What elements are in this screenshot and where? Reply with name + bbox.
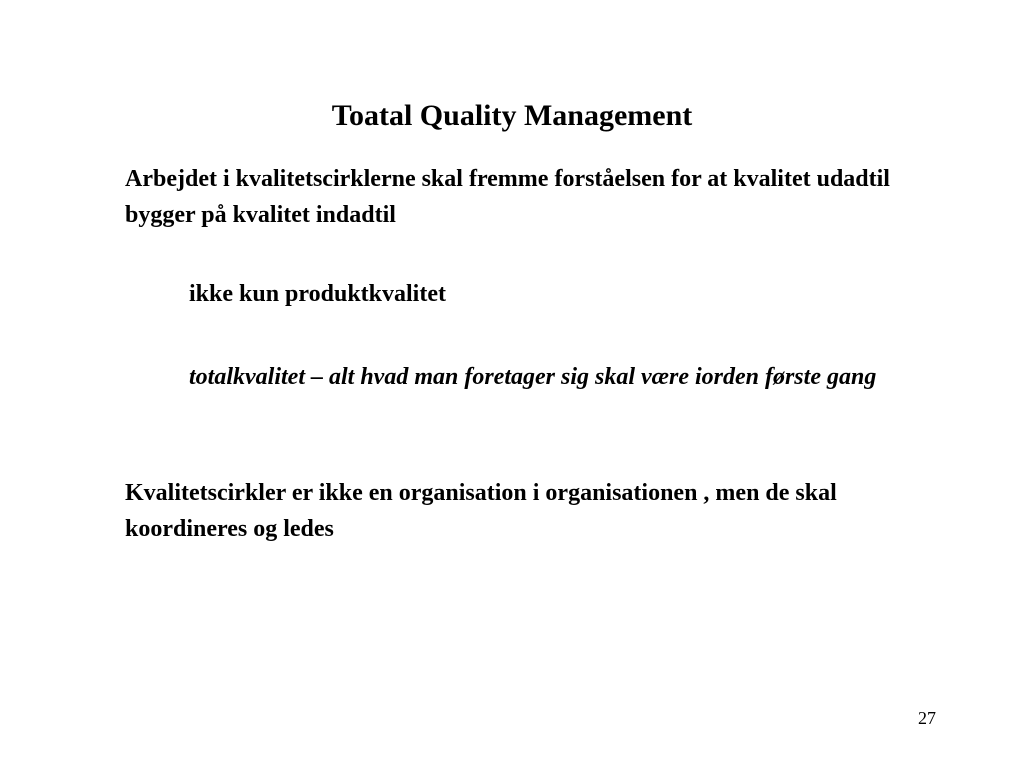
paragraph-quality-circles-purpose: Arbejdet i kvalitetscirklerne skal fremme forståelsen for at kvalitet udadtil bygger på kvalitet indadtil	[125, 166, 890, 228]
subpoint-total-quality: totalkvalitet – alt hvad man foretager sig skal være iorden første gang	[189, 364, 877, 390]
paragraph-coordination: Kvalitetscirkler er ikke en organisation i organisationen , men de skal koordineres og ledes	[125, 480, 837, 542]
slide-title: Toatal Quality Management	[331, 99, 693, 132]
subpoint-product-quality: ikke kun produktkvalitet	[189, 281, 446, 307]
page-number: 27	[918, 708, 936, 728]
